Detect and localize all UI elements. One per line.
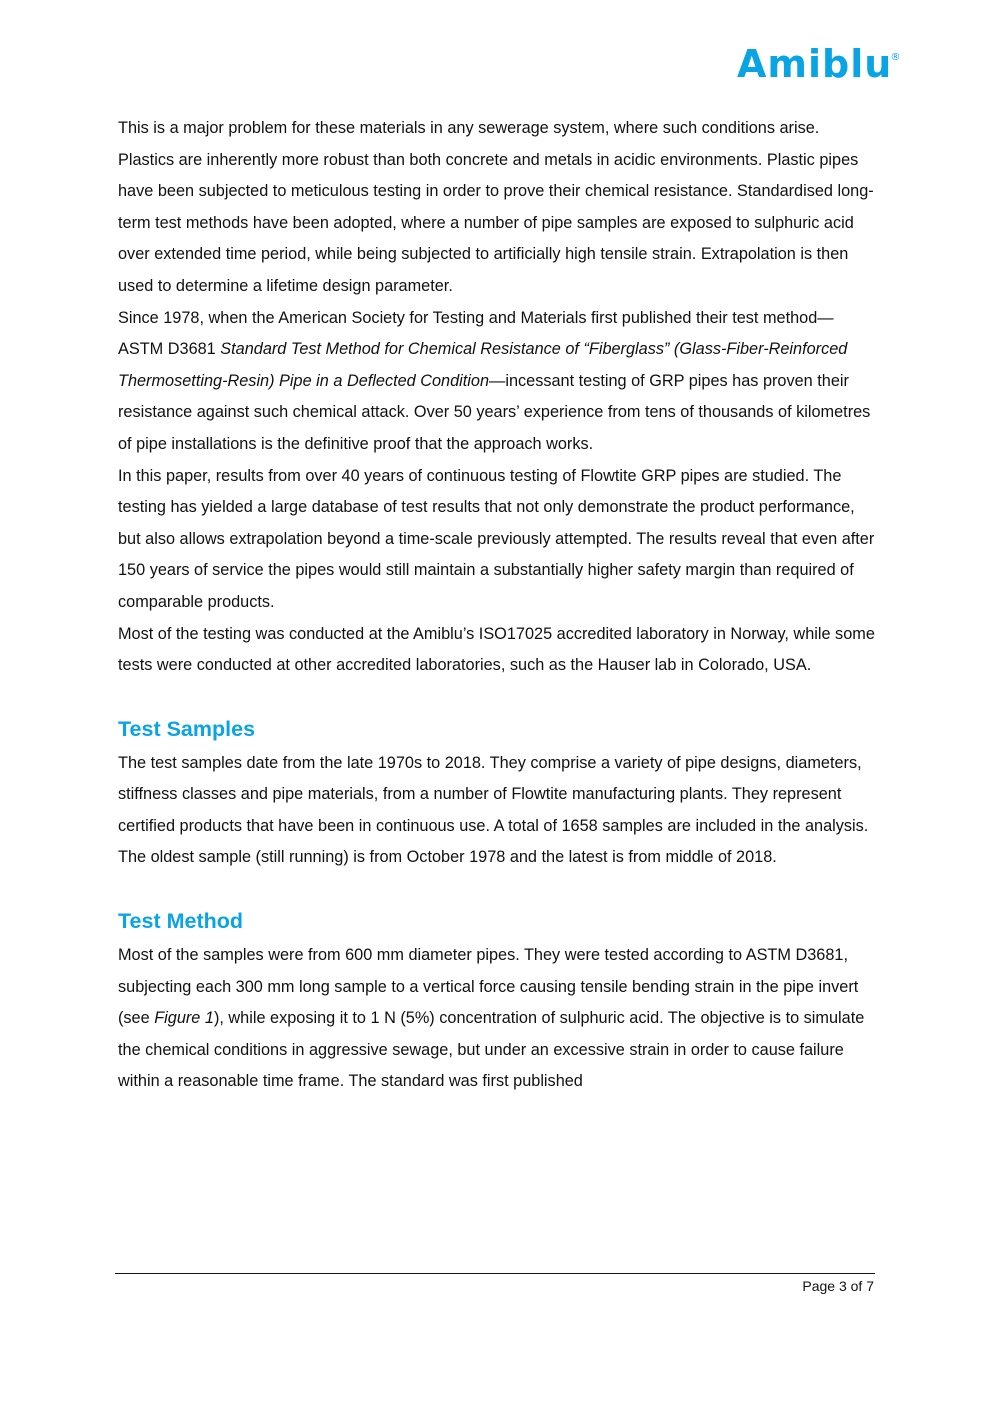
heading-test-method: Test Method [118,909,244,934]
paragraph-labs: Most of the testing was conducted at the Amiblu’s ISO17025 accredited laboratory in Norway, while some tests were conducted at other accredited laboratories, such as the Hauser lab in Colorado, USA. [118,624,875,675]
paragraph-astm [118,303,878,461]
document-body [118,113,878,1098]
heading-test-samples: Test Samples [118,716,256,741]
figure-reference[interactable]: Figure 1 [154,1009,214,1028]
paragraph-test-samples: The test samples date from the late 1970s to 2018. They comprise a variety of pipe designs, diameters, stiffness classes and pipe materials, from a number of Flowtite manufacturing plants. They represent certified products that have been in continuous use. A total of 1658 samples are included in the analysis. The oldest sample (still running) is from October 1978 and the latest is from middle of 2018. [118,753,869,867]
paragraph-intro-1: This is a major problem for these materials in any sewerage system, where such conditions arise. [118,119,820,137]
logo-text: Amiblu [737,42,893,86]
page-number: Page 3 of 7 [802,1278,874,1294]
astm-text-after: —incessant testing of GRP pipes has proven their resistance against such chemical attack. Over 50 years’ experience from tens of thousands of kilometres of pipe installations is the definitive proof that the approach works. [118,371,871,453]
astm-standard-title: Standard Test Method for Chemical Resistance of “Fiberglass” (Glass-Fiber-Reinforced Thermosetting-Resin) Pipe in a Deflected Condition [118,340,848,390]
paragraph-test-method [118,940,878,1098]
paragraph-scope: In this paper, results from over 40 years of continuous testing of Flowtite GRP pipes are studied. The testing has yielded a large database of test results that not only demonstrate the product performance, but also allows extrapolation beyond a time-scale previously attempted. The results reveal that even after 150 years of service the pipes would still maintain a substantially higher safety margin than required of comparable products. [118,466,875,611]
footer-divider [115,1273,875,1274]
astm-text-before: Since 1978, when the American Society for Testing and Materials first published their test method—ASTM D3681 [118,308,834,359]
registered-mark-icon: ® [890,52,901,63]
amiblu-logo [737,42,901,86]
method-text-after: ), while exposing it to 1 N (5%) concentration of sulphuric acid. The objective is to simulate the chemical conditions in aggressive sewage, but under an excessive strain in order to cause failure within a reasonable time frame. The standard was first published [118,1009,865,1091]
method-text-before: Most of the samples were from 600 mm diameter pipes. They were tested according to ASTM D3681, subjecting each 300 mm long sample to a vertical force causing tensile bending strain in the pipe invert (see [118,946,859,1028]
paragraph-intro-2: Plastics are inherently more robust than both concrete and metals in acidic environments. Plastic pipes have been subjected to meticulous testing in order to prove their chemical resistance. Standardised long-term test methods have been adopted, where a number of pipe samples are exposed to sulphuric acid over extended time period, while being subjected to artificially high tensile strain. Extrapolation is then used to determine a lifetime design parameter. [118,150,874,295]
